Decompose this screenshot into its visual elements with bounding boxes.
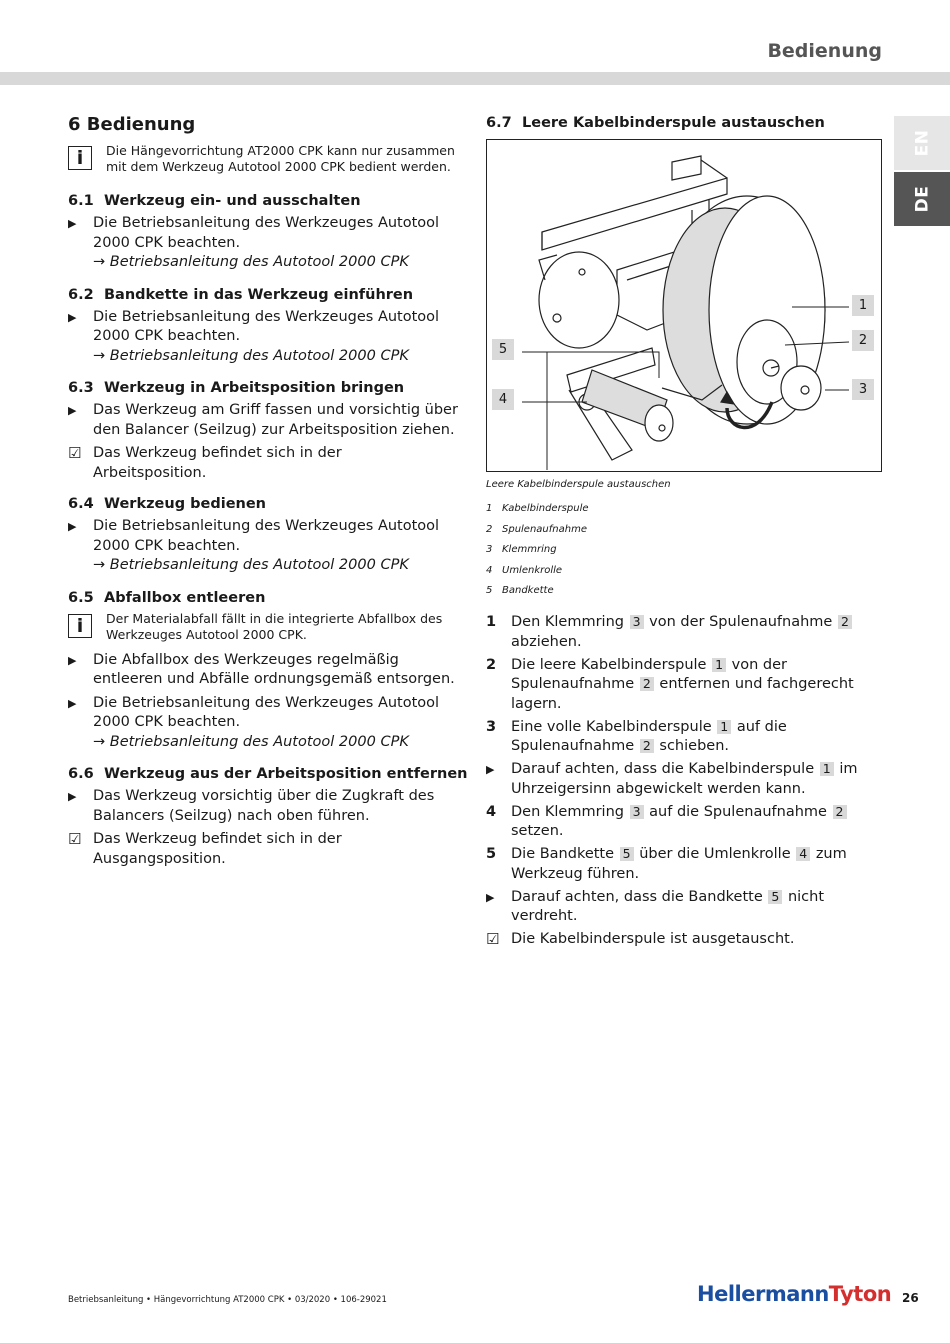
hellermanntyton-logo: HellermannTyton — [697, 1282, 892, 1306]
bullet-triangle-icon: ▶ — [68, 404, 77, 417]
lang-tab-en[interactable] — [894, 116, 950, 170]
step-result: ☑ Die Kabelbinderspule ist ausgetauscht. — [486, 930, 795, 948]
bullet-triangle-icon: ▶ — [68, 520, 77, 533]
ref-badge: 2 — [640, 677, 654, 691]
bullet-triangle-icon: ▶ — [68, 790, 77, 803]
info-note: i Der Materialabfall fällt in die integrierte Abfallbox des Werkzeuges Autotool 2000 CPK. — [68, 611, 458, 643]
figure-caption: Leere Kabelbinderspule austauschen — [486, 479, 671, 490]
figure-spool-replacement — [486, 139, 882, 472]
legend-item: 3 Klemmring — [486, 544, 557, 555]
checkbox-checked-icon: ☑ — [68, 830, 82, 848]
legend-item: 5 Bandkette — [486, 585, 554, 596]
result-item: ☑ Das Werkzeug befindet sich in der Arbeitsposition. — [68, 444, 342, 481]
instruction-item: ▶ Die Betriebsanleitung des Werkzeuges Autotool 2000 CPK beachten. → Betriebsanleitung des Autotool 2000 CPK — [68, 694, 440, 750]
spool-illustration — [487, 140, 881, 471]
section-6-5 — [68, 590, 458, 753]
procedure-steps — [486, 613, 886, 953]
info-icon: i — [68, 614, 92, 638]
step-number: 3 — [486, 718, 497, 735]
section-6-3 — [68, 380, 458, 483]
section-heading: 6.1 Werkzeug ein- und ausschalten — [68, 193, 361, 209]
chapter-title: 6 Bedienung — [68, 114, 196, 135]
bullet-triangle-icon: ▶ — [68, 217, 77, 230]
instruction-item: ▶ Die Betriebsanleitung des Werkzeuges Autotool 2000 CPK beachten. → Betriebsanleitung des Autotool 2000 CPK — [68, 308, 440, 364]
figure-label-4: 4 — [492, 389, 514, 410]
cross-reference: → Betriebsanleitung des Autotool 2000 CPK — [93, 557, 409, 573]
section-heading: 6.4 Werkzeug bedienen — [68, 496, 267, 512]
section-heading: 6.2 Bandkette in das Werkzeug einführen — [68, 286, 414, 303]
info-icon: i — [68, 146, 92, 170]
step-4: 4 Den Klemmring 3 auf die Spulenaufnahme 2 setzen. — [486, 803, 886, 842]
section-6-2 — [68, 287, 458, 367]
header-bar — [0, 72, 950, 85]
left-column — [68, 114, 468, 869]
ref-badge: 5 — [620, 847, 634, 861]
step-2: 2 Die leere Kabelbinderspule 1 von der Spulenaufnahme 2 entfernen und fachgerecht lagern. — [486, 656, 854, 712]
figure-label-2: 2 — [852, 330, 874, 351]
legend-item: 1 Kabelbinderspule — [486, 503, 589, 514]
ref-badge: 1 — [717, 720, 731, 734]
figure-label-1: 1 — [852, 295, 874, 316]
section-heading: 6.3 Werkzeug in Arbeitsposition bringen — [68, 380, 405, 396]
step-number: 5 — [486, 846, 497, 862]
legend-item: 2 Spulenaufnahme — [486, 523, 587, 535]
instruction-item: ▶ Das Werkzeug am Griff fassen und vorsichtig über den Balancer (Seilzug) zur Arbeitsposition ziehen. — [68, 402, 458, 438]
section-6-1 — [68, 193, 458, 273]
bullet-triangle-icon: ▶ — [486, 763, 495, 776]
step-number: 4 — [486, 803, 497, 820]
bullet-triangle-icon: ▶ — [486, 890, 495, 904]
step-number: 2 — [486, 656, 497, 673]
bullet-triangle-icon: ▶ — [68, 696, 77, 710]
intro-note-text: Die Hängevorrichtung AT2000 CPK kann nur zusammen mit dem Werkzeug Autotool 2000 CPK bedient werden. — [106, 143, 455, 174]
step-note-twist: ▶ Darauf achten, dass die Bandkette 5 nicht verdreht. — [486, 888, 825, 924]
instruction-item: ▶ Die Abfallbox des Werkzeuges regelmäßig entleeren und Abfälle ordnungsgemäß entsorgen. — [68, 651, 455, 687]
cross-reference: → Betriebsanleitung des Autotool 2000 CPK — [93, 347, 409, 364]
section-6-6 — [68, 766, 468, 869]
figure-label-5: 5 — [492, 339, 514, 360]
cross-reference: → Betriebsanleitung des Autotool 2000 CPK — [93, 254, 409, 270]
step-3: 3 Eine volle Kabelbinderspule 1 auf die Spulenaufnahme 2 schieben. — [486, 718, 787, 754]
bullet-triangle-icon: ▶ — [68, 310, 77, 324]
lang-tab-en-label: EN — [912, 129, 932, 157]
ref-badge: 1 — [712, 658, 726, 672]
step-5: 5 Die Bandkette 5 über die Umlenkrolle 4 zum Werkzeug führen. — [486, 846, 847, 882]
step-number: 1 — [486, 614, 497, 630]
legend-item: 4 Umlenkrolle — [486, 564, 563, 576]
section-6-7-heading: 6.7 Leere Kabelbinderspule austauschen — [486, 115, 825, 131]
page-header-title: Bedienung — [767, 40, 882, 62]
cross-reference: → Betriebsanleitung des Autotool 2000 CPK — [93, 733, 409, 750]
footer-doc-info: Betriebsanleitung • Hängevorrichtung AT2000 CPK • 03/2020 • 106-29021 — [68, 1295, 387, 1305]
ref-badge: 5 — [768, 890, 782, 904]
step-1: 1 Den Klemmring 3 von der Spulenaufnahme 2 abziehen. — [486, 613, 886, 652]
result-item: ☑ Das Werkzeug befindet sich in der Ausgangsposition. — [68, 830, 342, 867]
figure-label-3: 3 — [852, 379, 874, 400]
ref-badge: 2 — [833, 805, 847, 819]
ref-badge: 2 — [640, 739, 654, 753]
lang-tab-de[interactable] — [894, 172, 950, 226]
instruction-item: ▶ Die Betriebsanleitung des Werkzeuges Autotool 2000 CPK beachten. → Betriebsanleitung des Autotool 2000 CPK — [68, 215, 440, 270]
ref-badge: 2 — [838, 615, 852, 629]
checkbox-checked-icon: ☑ — [68, 444, 82, 462]
intro-note — [68, 143, 458, 175]
figure-legend — [486, 503, 589, 606]
instruction-item: ▶ Das Werkzeug vorsichtig über die Zugkraft des Balancers (Seilzug) nach oben führen. — [68, 788, 435, 824]
instruction-item: ▶ Die Betriebsanleitung des Werkzeuges Autotool 2000 CPK beachten. → Betriebsanleitung des Autotool 2000 CPK — [68, 518, 440, 573]
ref-badge: 3 — [630, 615, 644, 629]
section-6-4 — [68, 496, 458, 576]
step-note-direction: ▶ Darauf achten, dass die Kabelbinderspule 1 im Uhrzeigersinn abgewickelt werden kann. — [486, 761, 858, 797]
ref-badge: 1 — [820, 762, 834, 776]
ref-badge: 3 — [630, 805, 644, 819]
section-heading: 6.5 Abfallbox entleeren — [68, 589, 266, 606]
bullet-triangle-icon: ▶ — [68, 653, 77, 667]
lang-tab-de-label: DE — [911, 185, 932, 213]
ref-badge: 4 — [796, 847, 810, 861]
checkbox-checked-icon: ☑ — [486, 930, 500, 948]
section-heading: 6.6 Werkzeug aus der Arbeitsposition entfernen — [68, 766, 468, 782]
page-number: 26 — [902, 1291, 919, 1305]
